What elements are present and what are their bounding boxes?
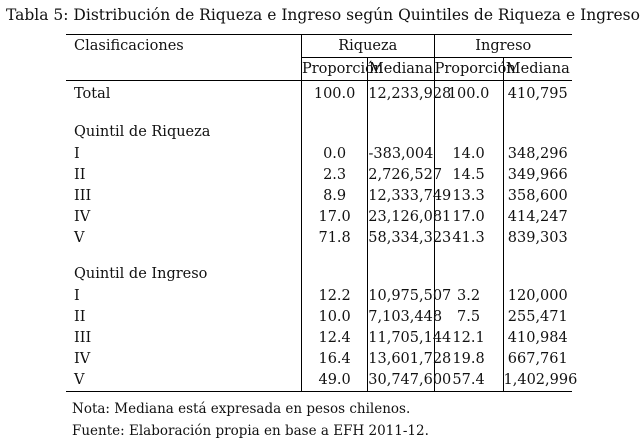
cell-ingreso-mediana: 414,247 [507, 209, 568, 225]
cell-riqueza-mediana: 2,726,527 [368, 165, 434, 186]
section-title: Quintil de Ingreso [66, 263, 301, 286]
empty-cell [503, 263, 572, 286]
row-label: I [66, 286, 301, 307]
empty-cell [301, 263, 367, 286]
cell-ingreso-mediana: 349,966 [507, 167, 568, 183]
cell-riqueza-mediana: -383,004 [368, 144, 434, 165]
header-row-columns [66, 58, 572, 81]
cell-riqueza-mediana: 58,334,323 [368, 228, 434, 249]
spacer-cell [434, 249, 503, 263]
empty-cell [368, 121, 434, 144]
cell-riqueza-mediana: 23,126,081 [368, 207, 434, 228]
cell-riqueza-mediana: 11,705,144 [368, 328, 434, 349]
note-fuente: Fuente: Elaboración propia en base a EFH 2011-12. [72, 423, 429, 439]
cell-riqueza-mediana: 13,601,728 [368, 349, 434, 370]
cell-riqueza-proporcion: 12.4 [301, 328, 367, 349]
spacer-cell [368, 249, 434, 263]
cell-riqueza-mediana: 7,103,448 [368, 307, 434, 328]
table-caption: Tabla 5: Distribución de Riqueza e Ingreso según Quintiles de Riqueza e Ingreso [6, 6, 640, 24]
header-clasificaciones: Clasificaciones [66, 35, 301, 58]
cell-ingreso-proporcion: 17.0 [434, 207, 503, 228]
row-label: I [66, 144, 301, 165]
spacer-cell [66, 249, 301, 263]
table-row [66, 349, 572, 370]
cell-riqueza-mediana: 10,975,507 [368, 286, 434, 307]
cell-riqueza-mediana: 30,747,600 [368, 370, 434, 392]
spacer-cell [503, 107, 572, 121]
spacer-cell [434, 107, 503, 121]
section-title-row [66, 121, 572, 144]
row-label: IV [66, 207, 301, 228]
spacer-row [66, 249, 572, 263]
table-row [66, 186, 572, 207]
header-row-groups [66, 35, 572, 58]
cell-ingreso-mediana: 667,761 [507, 351, 568, 367]
table-row [66, 307, 572, 328]
row-label: V [66, 228, 301, 249]
spacer-cell [66, 107, 301, 121]
cell-ingreso-proporcion: 12.1 [434, 328, 503, 349]
cell-ingreso-mediana: 348,296 [507, 146, 568, 162]
row-label: III [66, 328, 301, 349]
data-table [66, 34, 578, 392]
cell-ingreso-mediana: 410,795 [507, 86, 568, 102]
spacer-cell [368, 107, 434, 121]
header-ingreso-proporcion: Proporción [434, 58, 503, 81]
cell-ingreso-mediana: 120,000 [507, 288, 568, 304]
cell-ingreso-mediana: 410,984 [507, 330, 568, 346]
cell-riqueza-proporcion: 71.8 [301, 228, 367, 249]
cell-riqueza-mediana: 12,233,928 [368, 81, 434, 108]
row-label: V [66, 370, 301, 392]
cell-riqueza-proporcion: 49.0 [301, 370, 367, 392]
cell-riqueza-proporcion: 100.0 [301, 81, 367, 108]
cell-riqueza-mediana: 12,333,749 [368, 186, 434, 207]
note-nota: Nota: Mediana está expresada en pesos chilenos. [72, 401, 411, 417]
table-row [66, 328, 572, 349]
table-row [66, 144, 572, 165]
cell-ingreso-proporcion: 57.4 [434, 370, 503, 392]
data-table-wrapper [66, 34, 578, 392]
cell-ingreso-proporcion: 13.3 [434, 186, 503, 207]
table-notes [72, 398, 429, 442]
row-label: III [66, 186, 301, 207]
empty-cell [503, 121, 572, 144]
row-label: IV [66, 349, 301, 370]
cell-riqueza-proporcion: 8.9 [301, 186, 367, 207]
table-row [66, 165, 572, 186]
empty-cell [368, 263, 434, 286]
table-row [66, 228, 572, 249]
table-body [66, 35, 578, 392]
cell-ingreso-proporcion: 14.0 [434, 144, 503, 165]
spacer-row [66, 107, 572, 121]
row-label: Total [66, 81, 301, 108]
cell-riqueza-proporcion: 2.3 [301, 165, 367, 186]
header-riqueza-proporcion: Proporción [301, 58, 367, 81]
cell-riqueza-proporcion: 10.0 [301, 307, 367, 328]
table-row [66, 370, 572, 392]
table-row [66, 286, 572, 307]
cell-riqueza-proporcion: 17.0 [301, 207, 367, 228]
empty-cell [434, 263, 503, 286]
cell-ingreso-mediana: 255,471 [507, 309, 568, 325]
cell-riqueza-proporcion: 16.4 [301, 349, 367, 370]
row-label: II [66, 307, 301, 328]
header-group-ingreso: Ingreso [434, 35, 572, 58]
cell-ingreso-proporcion: 19.8 [434, 349, 503, 370]
total-row [66, 81, 572, 108]
spacer-cell [301, 107, 367, 121]
cell-ingreso-proporcion: 7.5 [434, 307, 503, 328]
cell-ingreso-proporcion: 41.3 [434, 228, 503, 249]
cell-ingreso-proporcion: 3.2 [434, 286, 503, 307]
spacer-cell [503, 249, 572, 263]
section-title: Quintil de Riqueza [66, 121, 301, 144]
table-row [66, 207, 572, 228]
cell-ingreso-proporcion: 14.5 [434, 165, 503, 186]
spacer-cell [301, 249, 367, 263]
cell-riqueza-proporcion: 12.2 [301, 286, 367, 307]
row-label: II [66, 165, 301, 186]
header-group-riqueza: Riqueza [301, 35, 434, 58]
cell-riqueza-proporcion: 0.0 [301, 144, 367, 165]
header-empty-cell [66, 58, 301, 81]
header-riqueza-mediana: Mediana [368, 58, 434, 81]
empty-cell [434, 121, 503, 144]
cell-ingreso-mediana: 839,303 [507, 230, 568, 246]
header-ingreso-mediana: Mediana [503, 58, 572, 81]
empty-cell [301, 121, 367, 144]
cell-ingreso-mediana: 358,600 [507, 188, 568, 204]
cell-ingreso-proporcion: 100.0 [434, 81, 503, 108]
section-title-row [66, 263, 572, 286]
cell-ingreso-mediana: 1,402,996 [503, 370, 572, 392]
